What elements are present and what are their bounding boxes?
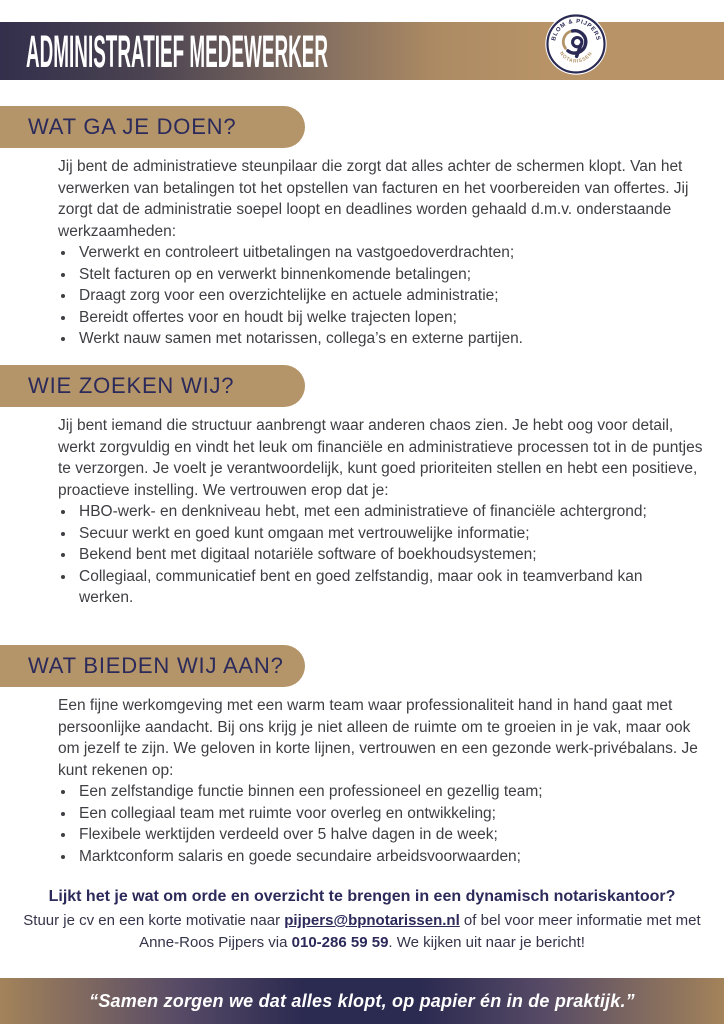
bullet-item: • Werkt nauw samen met notarissen, collega’s en externe partijen. <box>76 328 656 350</box>
bullet-item: • Verwerkt en controleert uitbetalingen na vastgoedoverdrachten; <box>76 242 656 264</box>
section-intro: Jij bent iemand die structuur aanbrengt waar anderen chaos zien. Je hebt oog voor detail, werkt zorgvuldig en vindt het leuk om financiële en administratieve processen tot in de puntjes te verzorgen. Je voelt je verantwoordelijk, kunt goed prioriteiten stellen en hebt een positieve, proactieve instelling. We vertrouwen erop dat je: <box>58 417 703 499</box>
cta-body <box>10 910 714 953</box>
section-wie-zoeken-wij <box>0 365 724 609</box>
footer-quote: “Samen zorgen we dat alles klopt, op papier én in de praktijk.” <box>89 990 635 1011</box>
section-intro: Jij bent de administratieve steunpilaar die zorgt dat alles achter de schermen klopt. Van het verwerken van betalingen tot het opstellen van facturen en het voorbereiden van offertes. Jij zorgt dat de administratie soepel loopt en deadlines worden gehaald d.m.v. onderstaande werkzaamheden: <box>58 158 689 240</box>
page-title-text: ADMINISTRATIEF MEDEWERKER <box>26 25 329 77</box>
section-heading: WIE ZOEKEN WIJ? <box>28 373 235 398</box>
logo-bottom-arc-text: NOTARISSEN <box>557 51 595 65</box>
logo-top-arc-text: BLOM & PIJPERS <box>551 18 601 42</box>
section-heading: WAT BIEDEN WIJ AAN? <box>28 653 284 678</box>
bullet-item: • Secuur werkt en goed kunt omgaan met vertrouwelijke informatie; <box>76 523 656 545</box>
bullet-item: • Stelt facturen op en verwerkt binnenkomende betalingen; <box>76 264 656 286</box>
bullet-list <box>58 242 656 350</box>
bullet-item: • Marktconform salaris en goede secundaire arbeidsvoorwaarden; <box>76 846 656 868</box>
section-heading-pill <box>0 645 305 687</box>
section-heading-pill <box>0 365 305 407</box>
page-title <box>26 25 724 77</box>
logo-badge-icon <box>545 13 607 75</box>
bullet-item: • HBO-werk- en denkniveau hebt, met een administratieve of financiële achtergrond; <box>76 501 656 523</box>
email-link[interactable]: pijpers@bpnotarissen.nl <box>284 912 460 929</box>
bullet-item: • Bekend bent met digitaal notariële software of boekhoudsystemen; <box>76 544 656 566</box>
section-wat-bieden-wij-aan <box>0 645 724 867</box>
section-heading: WAT GA JE DOEN? <box>28 114 237 139</box>
cta-text-after-email: of bel voor meer informatie met met Anne-Roos Pijpers via <box>139 912 701 951</box>
cta-text-after-phone: . We kijken uit naar je bericht! <box>388 933 585 951</box>
bullet-item: • Een zelfstandige functie binnen een professioneel en gezellig team; <box>76 781 656 803</box>
bullet-list <box>58 501 656 609</box>
bullet-item: • Flexibele werktijden verdeeld over 5 halve dagen in de week; <box>76 824 656 846</box>
section-wat-ga-je-doen <box>0 106 724 350</box>
cta-block <box>0 888 724 953</box>
header-bar <box>0 22 724 80</box>
section-heading-pill <box>0 106 305 148</box>
phone-number: 010-286 59 59 <box>291 933 389 951</box>
bullet-item: • Bereidt offertes voor en houdt bij welke trajecten lopen; <box>76 307 656 329</box>
section-intro: Een fijne werkomgeving met een warm team waar professionaliteit hand in hand gaat met persoonlijke aandacht. Bij ons krijg je niet alleen de ruimte om te groeien in je vak, maar ook om jezelf te zijn. We geloven in korte lijnen, vertrouwen en een gezonde werk-privébalans. Je kunt rekenen op: <box>58 697 698 779</box>
footer-quote-bar <box>0 978 724 1024</box>
bullet-item: • Draagt zorg voor een overzichtelijke en actuele administratie; <box>76 285 656 307</box>
bullet-list <box>58 781 656 867</box>
cta-headline: Lijkt het je wat om orde en overzicht te brengen in een dynamisch notariskantoor? <box>48 888 676 905</box>
cta-text-before-email: Stuur je cv en een korte motivatie naar <box>23 912 285 929</box>
company-logo <box>545 13 607 75</box>
bullet-item: • Collegiaal, communicatief bent en goed zelfstandig, maar ook in teamverband kan werken. <box>76 566 656 609</box>
bullet-item: • Een collegiaal team met ruimte voor overleg en ontwikkeling; <box>76 803 656 825</box>
